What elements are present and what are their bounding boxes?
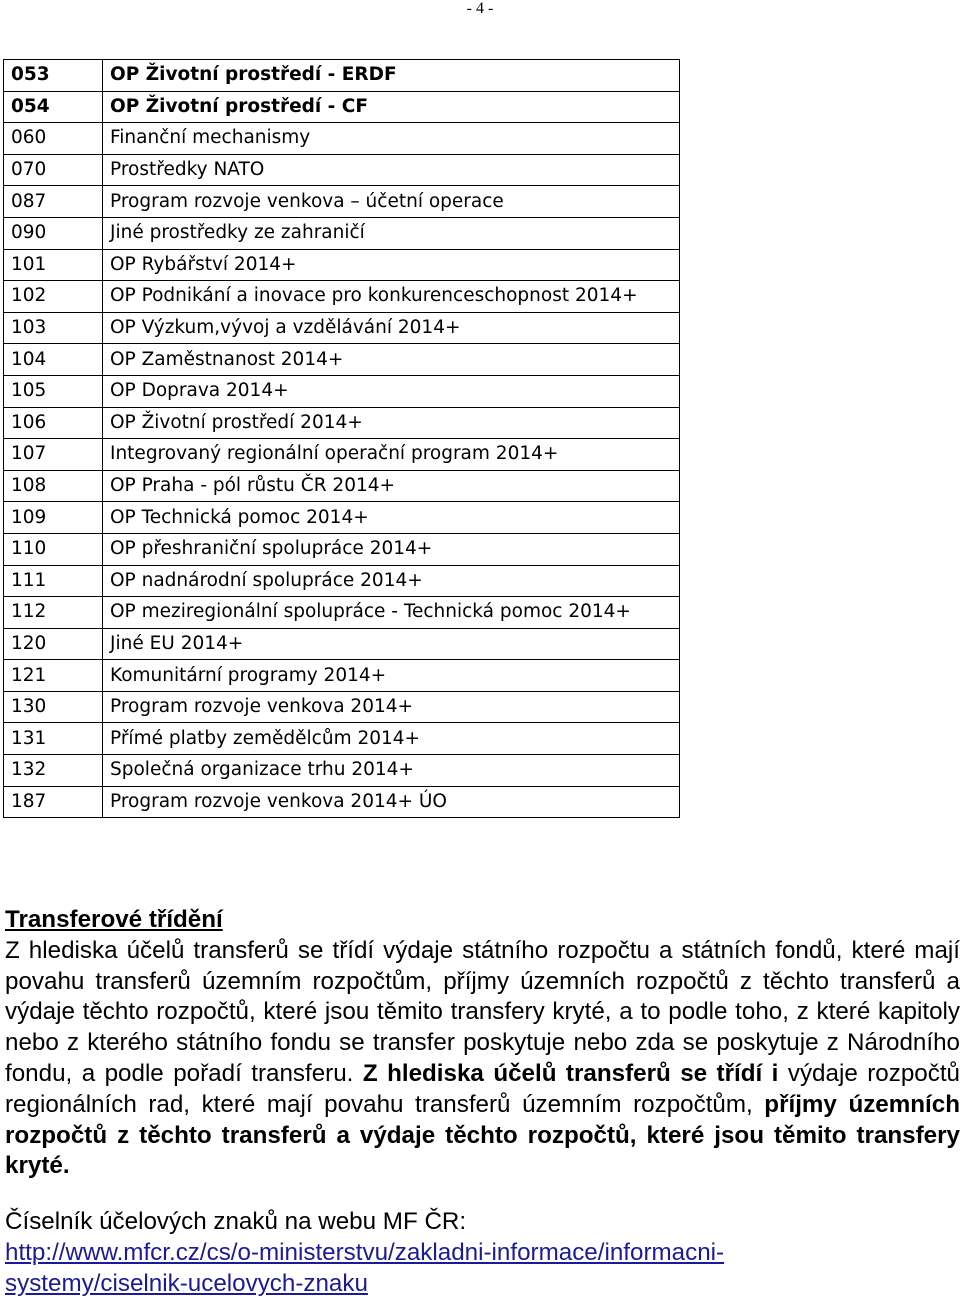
table-row (4, 312, 680, 344)
table-row (4, 628, 680, 660)
name-cell: Přímé platby zemědělcům 2014+ (103, 723, 680, 755)
code-cell: 107 (4, 439, 103, 471)
page-number: - 4 - (466, 0, 494, 17)
name-cell: OP Technická pomoc 2014+ (103, 502, 680, 534)
name-cell: Jiné prostředky ze zahraničí (103, 217, 680, 249)
table-row (4, 565, 680, 597)
table-row (4, 502, 680, 534)
table-row (4, 249, 680, 281)
code-cell: 070 (4, 154, 103, 186)
name-cell: OP Životní prostředí 2014+ (103, 407, 680, 439)
name-cell: Jiné EU 2014+ (103, 628, 680, 660)
section-paragraph (5, 936, 960, 1182)
code-cell: 132 (4, 755, 103, 787)
table-row (4, 597, 680, 629)
name-cell: OP přeshraniční spolupráce 2014+ (103, 533, 680, 565)
name-cell: Společná organizace trhu 2014+ (103, 755, 680, 787)
code-cell: 111 (4, 565, 103, 597)
ciselnik-link-part2[interactable]: systemy/ciselnik-ucelovych-znaku (5, 1269, 368, 1297)
table-row (4, 60, 680, 92)
paragraph-bold-1: Z hlediska účelů transferů se třídí i (362, 1059, 779, 1087)
code-cell: 112 (4, 597, 103, 629)
code-cell: 121 (4, 660, 103, 692)
table-row (4, 154, 680, 186)
code-cell: 054 (4, 91, 103, 123)
name-cell: Program rozvoje venkova 2014+ (103, 691, 680, 723)
name-cell: Integrovaný regionální operační program 2014+ (103, 439, 680, 471)
name-cell: OP Rybářství 2014+ (103, 249, 680, 281)
code-cell: 103 (4, 312, 103, 344)
code-cell: 087 (4, 186, 103, 218)
name-cell: Program rozvoje venkova 2014+ ÚO (103, 786, 680, 818)
code-cell: 090 (4, 217, 103, 249)
ciselnik-link-part1[interactable]: http://www.mfcr.cz/cs/o-ministerstvu/zakladni-informace/informacni- (5, 1238, 725, 1266)
name-cell: OP nadnárodní spolupráce 2014+ (103, 565, 680, 597)
table-row (4, 123, 680, 155)
table-row (4, 786, 680, 818)
code-cell: 053 (4, 60, 103, 92)
paragraph-text-1: Z hlediska účelů transferů se třídí výdaje státního rozpočtu a státních fondů, které mají povahu transferů územním rozpočtům, příjmy územních rozpočtů z těchto transferů a výdaje těchto rozpočtů, které jsou těmito transfery kryté, a to podle toho, z které kapitoly nebo z kterého státního fondu se transfer poskytuje nebo zda se poskytuje z Národního fondu, a podle pořadí transferu. (5, 936, 960, 1087)
name-cell: OP Doprava 2014+ (103, 375, 680, 407)
name-cell: Prostředky NATO (103, 154, 680, 186)
table-row (4, 723, 680, 755)
table-row (4, 691, 680, 723)
table-row (4, 217, 680, 249)
table-row (4, 660, 680, 692)
table-row (4, 533, 680, 565)
link-label: Číselník účelových znaků na webu MF ČR: (5, 1208, 467, 1236)
name-cell: Finanční mechanismy (103, 123, 680, 155)
table-row (4, 91, 680, 123)
code-cell: 109 (4, 502, 103, 534)
code-cell: 104 (4, 344, 103, 376)
name-cell: OP Životní prostředí - CF (103, 91, 680, 123)
name-cell: OP Zaměstnanost 2014+ (103, 344, 680, 376)
code-cell: 110 (4, 533, 103, 565)
name-cell: OP Podnikání a inovace pro konkurenceschopnost 2014+ (103, 281, 680, 313)
code-cell: 105 (4, 375, 103, 407)
table-row (4, 375, 680, 407)
paragraph-text-2: výdaje rozpočtů regionálních rad, které mají povahu transferů územním rozpočtům, (5, 1059, 960, 1118)
table-row (4, 439, 680, 471)
name-cell: OP Praha - pól růstu ČR 2014+ (103, 470, 680, 502)
section-heading: Transferové třídění (5, 906, 223, 933)
code-cell: 060 (4, 123, 103, 155)
name-cell: Program rozvoje venkova – účetní operace (103, 186, 680, 218)
name-cell: Komunitární programy 2014+ (103, 660, 680, 692)
paragraph-bold-2: příjmy územních rozpočtů z těchto transferů a výdaje těchto rozpočtů, které jsou těmito transfery kryté. (5, 1090, 960, 1180)
code-cell: 102 (4, 281, 103, 313)
code-cell: 120 (4, 628, 103, 660)
table-row (4, 755, 680, 787)
link-block (5, 1207, 960, 1299)
code-cell: 130 (4, 691, 103, 723)
code-cell: 101 (4, 249, 103, 281)
name-cell: OP Výzkum,vývoj a vzdělávání 2014+ (103, 312, 680, 344)
table-row (4, 344, 680, 376)
table-row (4, 281, 680, 313)
name-cell: OP Životní prostředí - ERDF (103, 60, 680, 92)
name-cell: OP meziregionální spolupráce - Technická pomoc 2014+ (103, 597, 680, 629)
code-cell: 131 (4, 723, 103, 755)
table-row (4, 186, 680, 218)
purpose-codes-table (3, 59, 680, 818)
transfer-classification-section (5, 905, 960, 1300)
table-row (4, 407, 680, 439)
table-row (4, 470, 680, 502)
code-cell: 187 (4, 786, 103, 818)
code-cell: 106 (4, 407, 103, 439)
code-cell: 108 (4, 470, 103, 502)
